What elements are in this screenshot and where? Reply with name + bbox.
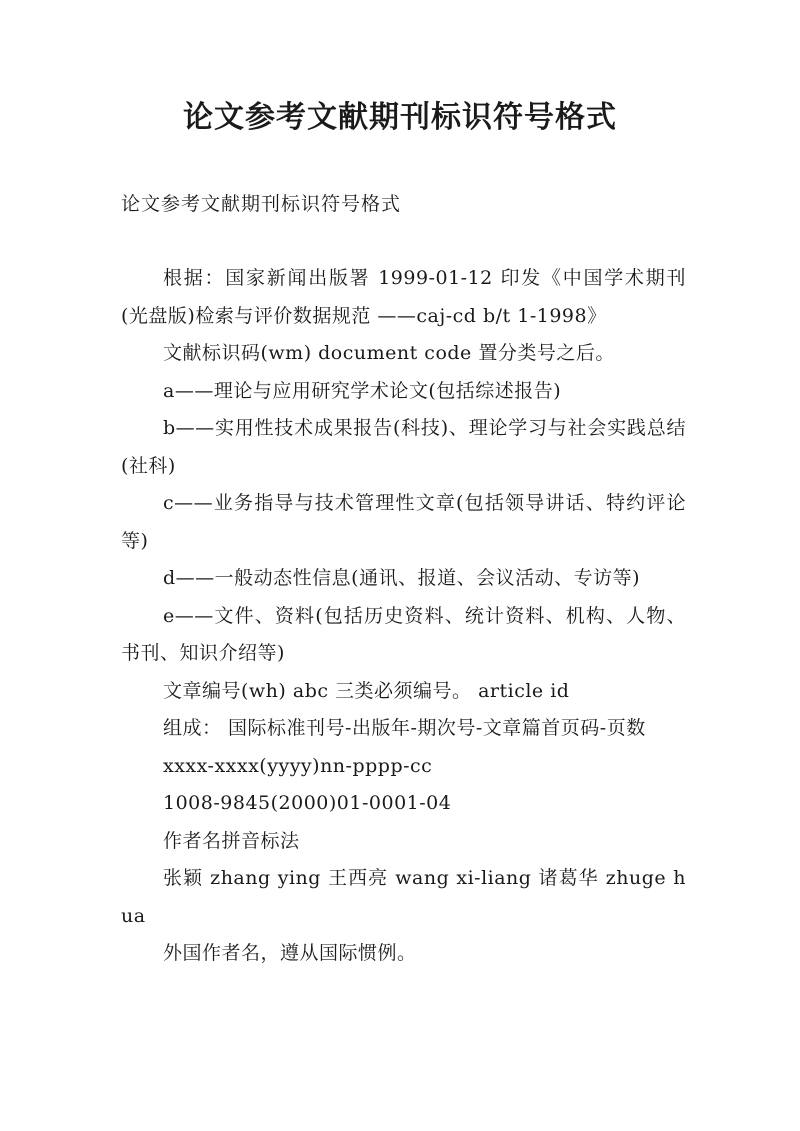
document-body [121, 260, 686, 973]
document-title: 论文参考文献期刊标识符号格式 [183, 100, 617, 135]
paragraph-type-c: c——业务指导与技术管理性文章(包括领导讲话、特约评论等) [121, 492, 686, 552]
paragraph-doc-code: 文献标识码(wm) document code 置分类号之后。 [163, 342, 615, 364]
paragraph-example: 1008-9845(2000)01-0001-04 [163, 792, 452, 814]
paragraph-composition: 组成： 国际标准刊号-出版年-期次号-文章篇首页码-页数 [163, 717, 646, 739]
paragraph-type-a: a——理论与应用研究学术论文(包括综述报告) [163, 379, 562, 402]
paragraph-article-id: 文章编号(wh) abc 三类必须编号。 article id [163, 679, 570, 702]
paragraph-type-d: d——一般动态性信息(通讯、报道、会议活动、专访等) [163, 567, 640, 589]
paragraph-type-b: b——实用性技术成果报告(科技)、理论学习与社会实践总结(社科) [121, 417, 686, 477]
paragraph-source: 根据：国家新闻出版署 1999-01-12 印发《中国学术期刊(光盘版)检索与评价数据规范 ——caj-cd b/t 1-1998》 [121, 267, 686, 327]
paragraph-pattern: xxxx-xxxx(yyyy)nn-pppp-cc [163, 754, 433, 777]
paragraph-pinyin-examples: 张颖 zhang ying 王西亮 wang xi-liang 诸葛华 zhuge hua [121, 867, 686, 927]
paragraph-type-e: e——文件、资料(包括历史资料、统计资料、机构、人物、书刊、知识介绍等) [121, 604, 686, 664]
paragraph-foreign-names: 外国作者名，遵从国际惯例。 [163, 942, 417, 964]
paragraph-pinyin-heading: 作者名拼音标法 [163, 829, 300, 852]
document-subtitle: 论文参考文献期刊标识符号格式 [121, 193, 402, 215]
